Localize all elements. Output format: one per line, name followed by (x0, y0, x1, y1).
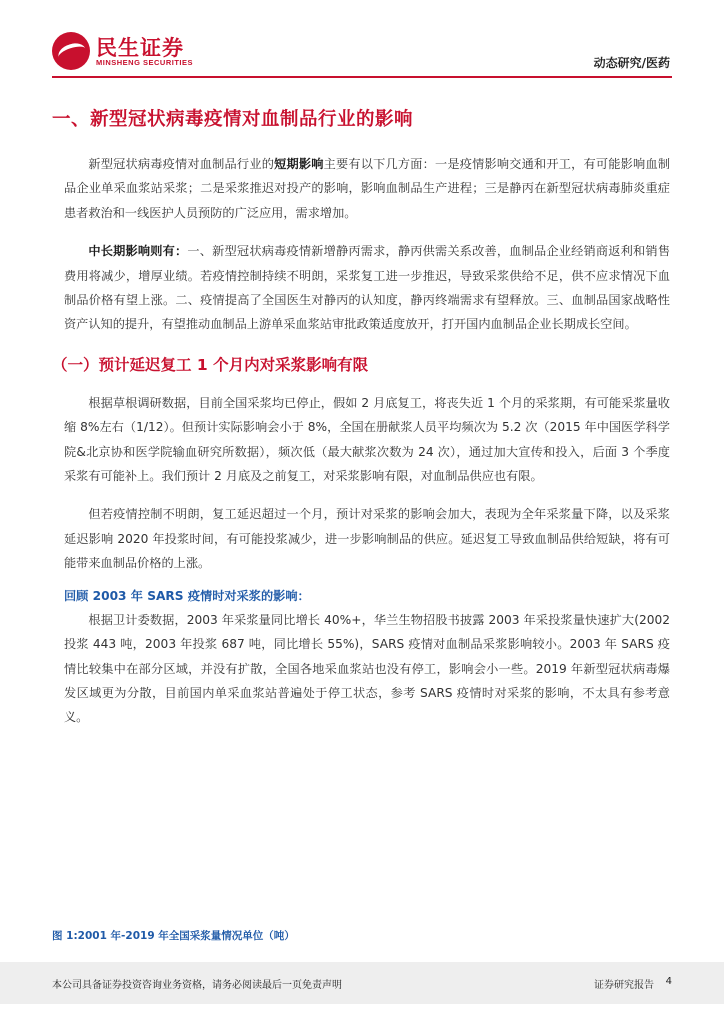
delay-risk-paragraph: 但若疫情控制不明朗，复工延迟超过一个月，预计对采浆的影响会加大，表现为全年采浆量下降，以及采浆延迟影响 2020 年投浆时间，有可能投浆减少，进一步影响制品的供应。延迟复工导致血制品供给短缺，将有可能带来血制品价格的上涨。 (64, 507, 670, 571)
header-divider (52, 76, 672, 78)
report-type-label: 证券研究报告 (594, 980, 654, 991)
minsheng-logo-icon (52, 32, 90, 70)
figure-caption: 图 1:2001 年-2019 年全国采浆量情况单位（吨） (52, 930, 295, 942)
long-term-impact-paragraph (64, 239, 670, 337)
page-number: 4 (665, 976, 672, 987)
subsection-title: （一）预计延迟复工 1 个月内对采浆影响有限 (52, 355, 369, 374)
sars-review-heading: 回顾 2003 年 SARS 疫情时对采浆的影响： (64, 588, 310, 603)
short-term-impact-paragraph (64, 152, 670, 225)
logo-english-name: MINSHENG SECURITIES (96, 58, 194, 67)
logo-chinese-name: 民生证券 (96, 36, 184, 60)
plasma-collection-paragraph: 根据草根调研数据，目前全国采浆均已停止，假如 2 月底复工，将丧失近 1 个月的采浆期，有可能采浆量收缩 8%左右（1/12）。但预计实际影响会小于 8%，全国在册献浆人员平均频次为 5.2 次（2015 年中国医学科学院&北京协和医学院输血研究所数据），频次低（最大献浆次数为 24 次），通过加大宣传和投入，后面 3 个季度采浆有可能补上。我们预计 2 月底及之前复工，对采浆影响有限，对血制品供应也有限。 (64, 395, 670, 484)
page-header (0, 0, 724, 80)
sars-review-paragraph: 根据卫计委数据，2003 年采浆量同比增长 40%+，华兰生物招股书披露 2003 年采投浆量快速扩大(2002 投浆 443 吨，2003 年投浆 687 吨，同比增长 55%)，SARS 疫情对血制品采浆影响较小。2003 年 SARS 疫情比较集中在部分区域，并没有扩散，全国各地采血浆站也没有停工，影响会小一些。2019 年新型冠状病毒爆发区域更为分散，目前国内单采血浆站普遍处于停工状态，参考 SARS 疫情时对采浆的影响，不太具有参考意义。 (64, 612, 670, 725)
report-category: 动态研究/医药 (593, 56, 670, 70)
paragraph-text: 主要有以下几方面：一是疫情影响交通和开工，有可能影响血制品企业单采血浆站采浆；二是采浆推迟对投产的影响，影响血制品生产进程；三是静丙在新型冠状病毒肺炎重症患者救治和一线医护人员预防的广泛应用，需求增加。 (64, 157, 671, 220)
section-title: 一、新型冠状病毒疫情对血制品行业的影响 (52, 109, 414, 130)
disclaimer-link: 本公司具备证券投资咨询业务资格，请务必阅读最后一页免责声明 (52, 980, 342, 991)
paragraph-text: 一、新型冠状病毒疫情新增静丙需求，静丙供需关系改善，血制品企业经销商返利和销售费用将减少，增厚业绩。若疫情控制持续不明朗，采浆复工进一步推迟，导致采浆供给不足，供不应求情况下血制品价格有望上涨。二、疫情提高了全国医生对静丙的认知度，静丙终端需求有望释放。三、血制品国家战略性资产认知的提升，有望推动血制品上游单采血浆站审批政策适度放开，打开国内血制品企业长期成长空间。 (64, 244, 671, 332)
paragraph-text: 新型冠状病毒疫情对血制品行业的 (88, 157, 275, 171)
emphasis-text: 中长期影响则有： (88, 244, 188, 259)
emphasis-text: 短期影响 (274, 157, 324, 171)
document-body (52, 106, 672, 744)
